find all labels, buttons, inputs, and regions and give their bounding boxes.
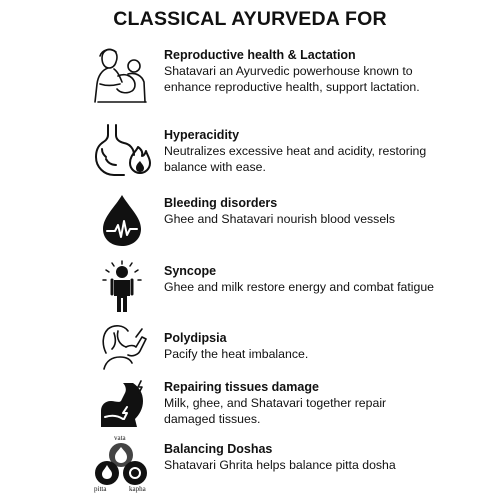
item-repairing-tissues: [92, 379, 492, 427]
item-balancing-doshas: [92, 441, 492, 473]
item-polydipsia: [92, 330, 492, 362]
doshas-label-pitta: pitta: [94, 485, 107, 493]
item-heading: Reproductive health & Lactation: [164, 48, 356, 62]
item-text: Neutralizes excessive heat and acidity, restoring balance with ease.: [164, 144, 427, 174]
item-text: Pacify the heat imbalance.: [164, 347, 309, 361]
item-text: Shatavari Ghrita helps balance pitta dosha: [164, 458, 396, 472]
doshas-label-vata: vata: [114, 434, 126, 442]
item-heading: Bleeding disorders: [164, 196, 278, 210]
doshas-label-kapha: kapha: [129, 485, 146, 493]
item-heading: Syncope: [164, 264, 217, 278]
item-bleeding-disorders: [92, 195, 492, 227]
item-heading: Polydipsia: [164, 331, 227, 345]
item-hyperacidity: [92, 127, 492, 175]
page-title: CLASSICAL AYURVEDA FOR: [113, 8, 387, 30]
item-reproductive-health: [92, 47, 492, 95]
item-text: Milk, ghee, and Shatavari together repair damaged tissues.: [164, 396, 387, 426]
item-text: Ghee and milk restore energy and combat fatigue: [164, 280, 435, 294]
item-text: Ghee and Shatavari nourish blood vessels: [164, 212, 396, 226]
item-syncope: [92, 263, 492, 295]
item-heading: Balancing Doshas: [164, 442, 273, 456]
item-text: Shatavari an Ayurvedic powerhouse known to enhance reproductive health, support lactation.: [164, 64, 420, 94]
item-heading: Hyperacidity: [164, 128, 240, 142]
item-heading: Repairing tissues damage: [164, 380, 319, 394]
